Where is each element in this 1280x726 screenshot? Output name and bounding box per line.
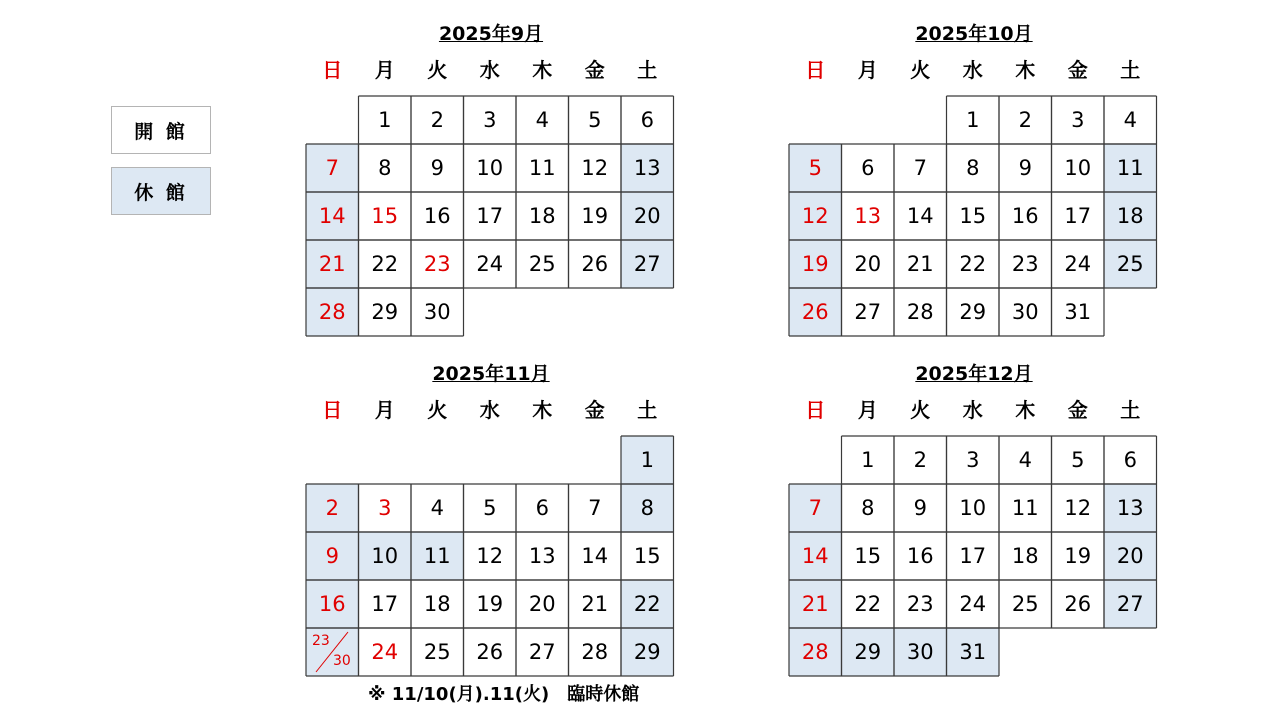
- day-cell: 4: [999, 436, 1052, 484]
- weekday-header: 木: [1015, 58, 1036, 82]
- weekday-header: 木: [532, 398, 553, 422]
- weekday-header: 土: [637, 398, 658, 422]
- day-cell: 10: [464, 144, 517, 192]
- day-cell: 1: [359, 96, 412, 144]
- weekday-header: 月: [374, 58, 395, 82]
- day-cell: 7: [569, 484, 622, 532]
- day-cell: 12: [464, 532, 517, 580]
- day-cell: 19: [789, 240, 842, 288]
- weekday-header: 日: [805, 398, 826, 422]
- day-cell: 6: [842, 144, 895, 192]
- day-cell: 29: [842, 628, 895, 676]
- day-cell: 12: [569, 144, 622, 192]
- weekday-header: 月: [857, 58, 878, 82]
- day-cell: 18: [516, 192, 569, 240]
- day-cell: 29: [947, 288, 1000, 336]
- day-cell: 15: [947, 192, 1000, 240]
- day-cell: 11: [411, 532, 464, 580]
- weekday-header: 土: [1120, 58, 1141, 82]
- day-cell: 20: [621, 192, 674, 240]
- day-cell: 21: [569, 580, 622, 628]
- day-cell: 19: [464, 580, 517, 628]
- day-cell: 4: [411, 484, 464, 532]
- day-cell: 18: [1104, 192, 1157, 240]
- day-cell: 24: [359, 628, 412, 676]
- day-cell: 27: [621, 240, 674, 288]
- day-cell: 22: [947, 240, 1000, 288]
- day-cell: 8: [359, 144, 412, 192]
- weekday-header: 水: [479, 58, 500, 82]
- day-cell: 12: [1052, 484, 1105, 532]
- day-cell: 3: [1052, 96, 1105, 144]
- day-cell: 28: [789, 628, 842, 676]
- day-cell: 22: [842, 580, 895, 628]
- day-cell: 26: [1052, 580, 1105, 628]
- weekday-header: 金: [1067, 58, 1088, 82]
- day-cell: 4: [1104, 96, 1157, 144]
- weekday-header: 土: [637, 58, 658, 82]
- day-cell: 30: [999, 288, 1052, 336]
- day-cell: 28: [569, 628, 622, 676]
- weekday-header: 金: [1067, 398, 1088, 422]
- day-cell: 26: [464, 628, 517, 676]
- day-cell: 25: [999, 580, 1052, 628]
- day-cell: 27: [842, 288, 895, 336]
- day-cell: 10: [947, 484, 1000, 532]
- day-cell: 31: [947, 628, 1000, 676]
- day-cell: 23: [999, 240, 1052, 288]
- day-cell: 16: [894, 532, 947, 580]
- day-cell: 24: [1052, 240, 1105, 288]
- day-cell: 10: [359, 532, 412, 580]
- weekday-header: 日: [805, 58, 826, 82]
- split-top-day: 23: [312, 633, 330, 649]
- day-cell: 15: [359, 192, 412, 240]
- weekday-header: 火: [910, 58, 931, 82]
- day-cell: 2: [999, 96, 1052, 144]
- day-cell: 19: [569, 192, 622, 240]
- legend-open: [111, 106, 211, 154]
- day-cell: 9: [999, 144, 1052, 192]
- day-cell: 5: [464, 484, 517, 532]
- day-cell: 11: [1104, 144, 1157, 192]
- month-calendar: [789, 22, 1159, 384]
- split-bottom-day: 30: [333, 653, 351, 669]
- weekday-header: 木: [532, 58, 553, 82]
- day-cell: 2: [894, 436, 947, 484]
- day-cell: 3: [359, 484, 412, 532]
- day-cell: 17: [1052, 192, 1105, 240]
- day-cell: 14: [569, 532, 622, 580]
- day-cell: 5: [569, 96, 622, 144]
- day-cell: 28: [306, 288, 359, 336]
- day-cell: 2: [411, 96, 464, 144]
- day-cell: 20: [516, 580, 569, 628]
- day-cell: 11: [516, 144, 569, 192]
- weekday-header: 木: [1015, 398, 1036, 422]
- day-cell: 16: [999, 192, 1052, 240]
- day-cell: 9: [306, 532, 359, 580]
- day-cell: 7: [306, 144, 359, 192]
- day-cell: 17: [464, 192, 517, 240]
- day-cell: 27: [1104, 580, 1157, 628]
- day-cell: 3: [947, 436, 1000, 484]
- day-cell: 21: [894, 240, 947, 288]
- day-cell: 16: [411, 192, 464, 240]
- day-cell: 20: [842, 240, 895, 288]
- day-cell: 13: [842, 192, 895, 240]
- day-cell: 30: [411, 288, 464, 336]
- weekday-header: 水: [962, 58, 983, 82]
- month-calendar: [789, 362, 1159, 724]
- legend-closed: [111, 167, 211, 215]
- note-temporary-closure: ※ 11/10(月).11(火) 臨時休館: [368, 684, 640, 705]
- day-cell: 7: [894, 144, 947, 192]
- day-cell: 1: [842, 436, 895, 484]
- day-cell: 6: [516, 484, 569, 532]
- day-cell: 1: [947, 96, 1000, 144]
- day-cell: 17: [359, 580, 412, 628]
- weekday-header: 金: [584, 398, 605, 422]
- month-title: 2025年11月: [432, 363, 550, 385]
- day-cell: 11: [999, 484, 1052, 532]
- weekday-header: 日: [322, 398, 343, 422]
- day-cell: 8: [842, 484, 895, 532]
- day-cell: 8: [621, 484, 674, 532]
- day-cell: 29: [359, 288, 412, 336]
- month-calendar: [306, 22, 676, 384]
- day-cell: 21: [789, 580, 842, 628]
- legend-closed-label: 休 館: [134, 181, 188, 204]
- day-cell: 16: [306, 580, 359, 628]
- day-cell: 5: [1052, 436, 1105, 484]
- day-cell: 13: [621, 144, 674, 192]
- day-cell: 7: [789, 484, 842, 532]
- weekday-header: 火: [427, 58, 448, 82]
- day-cell: 13: [1104, 484, 1157, 532]
- day-cell: 28: [894, 288, 947, 336]
- day-cell: 9: [411, 144, 464, 192]
- weekday-header: 金: [584, 58, 605, 82]
- weekday-header: 月: [857, 398, 878, 422]
- weekday-header: 火: [910, 398, 931, 422]
- day-cell: 2: [306, 484, 359, 532]
- day-cell: 6: [621, 96, 674, 144]
- day-cell: 9: [894, 484, 947, 532]
- month-title: 2025年9月: [438, 23, 544, 45]
- day-cell: 22: [621, 580, 674, 628]
- day-cell: 26: [789, 288, 842, 336]
- month-title: 2025年10月: [915, 23, 1033, 45]
- weekday-header: 水: [479, 398, 500, 422]
- day-cell: 24: [947, 580, 1000, 628]
- day-cell: 23: [894, 580, 947, 628]
- day-cell: 30: [894, 628, 947, 676]
- day-cell: 12: [789, 192, 842, 240]
- day-cell: 4: [516, 96, 569, 144]
- day-cell: 29: [621, 628, 674, 676]
- day-cell: 19: [1052, 532, 1105, 580]
- day-cell: 1: [621, 436, 674, 484]
- day-cell: 15: [621, 532, 674, 580]
- day-cell: 14: [894, 192, 947, 240]
- day-cell: 27: [516, 628, 569, 676]
- day-cell: 3: [464, 96, 517, 144]
- day-cell: 25: [516, 240, 569, 288]
- day-cell: 22: [359, 240, 412, 288]
- day-cell: 26: [569, 240, 622, 288]
- day-cell: 23: [411, 240, 464, 288]
- weekday-header: 月: [374, 398, 395, 422]
- weekday-header: 水: [962, 398, 983, 422]
- month-title: 2025年12月: [915, 363, 1033, 385]
- day-cell: 14: [306, 192, 359, 240]
- day-cell: 6: [1104, 436, 1157, 484]
- month-calendar: [306, 362, 676, 724]
- day-cell: 18: [999, 532, 1052, 580]
- day-cell: 24: [464, 240, 517, 288]
- day-cell: 25: [411, 628, 464, 676]
- day-cell: 25: [1104, 240, 1157, 288]
- day-cell: 14: [789, 532, 842, 580]
- day-cell: 20: [1104, 532, 1157, 580]
- day-cell: 5: [789, 144, 842, 192]
- day-cell: [306, 628, 359, 676]
- legend-open-label: 開 館: [134, 120, 188, 143]
- day-cell: 13: [516, 532, 569, 580]
- day-cell: 17: [947, 532, 1000, 580]
- day-cell: 10: [1052, 144, 1105, 192]
- weekday-header: 土: [1120, 398, 1141, 422]
- day-cell: 8: [947, 144, 1000, 192]
- weekday-header: 日: [322, 58, 343, 82]
- weekday-header: 火: [427, 398, 448, 422]
- day-cell: 15: [842, 532, 895, 580]
- day-cell: 31: [1052, 288, 1105, 336]
- day-cell: 18: [411, 580, 464, 628]
- day-cell: 21: [306, 240, 359, 288]
